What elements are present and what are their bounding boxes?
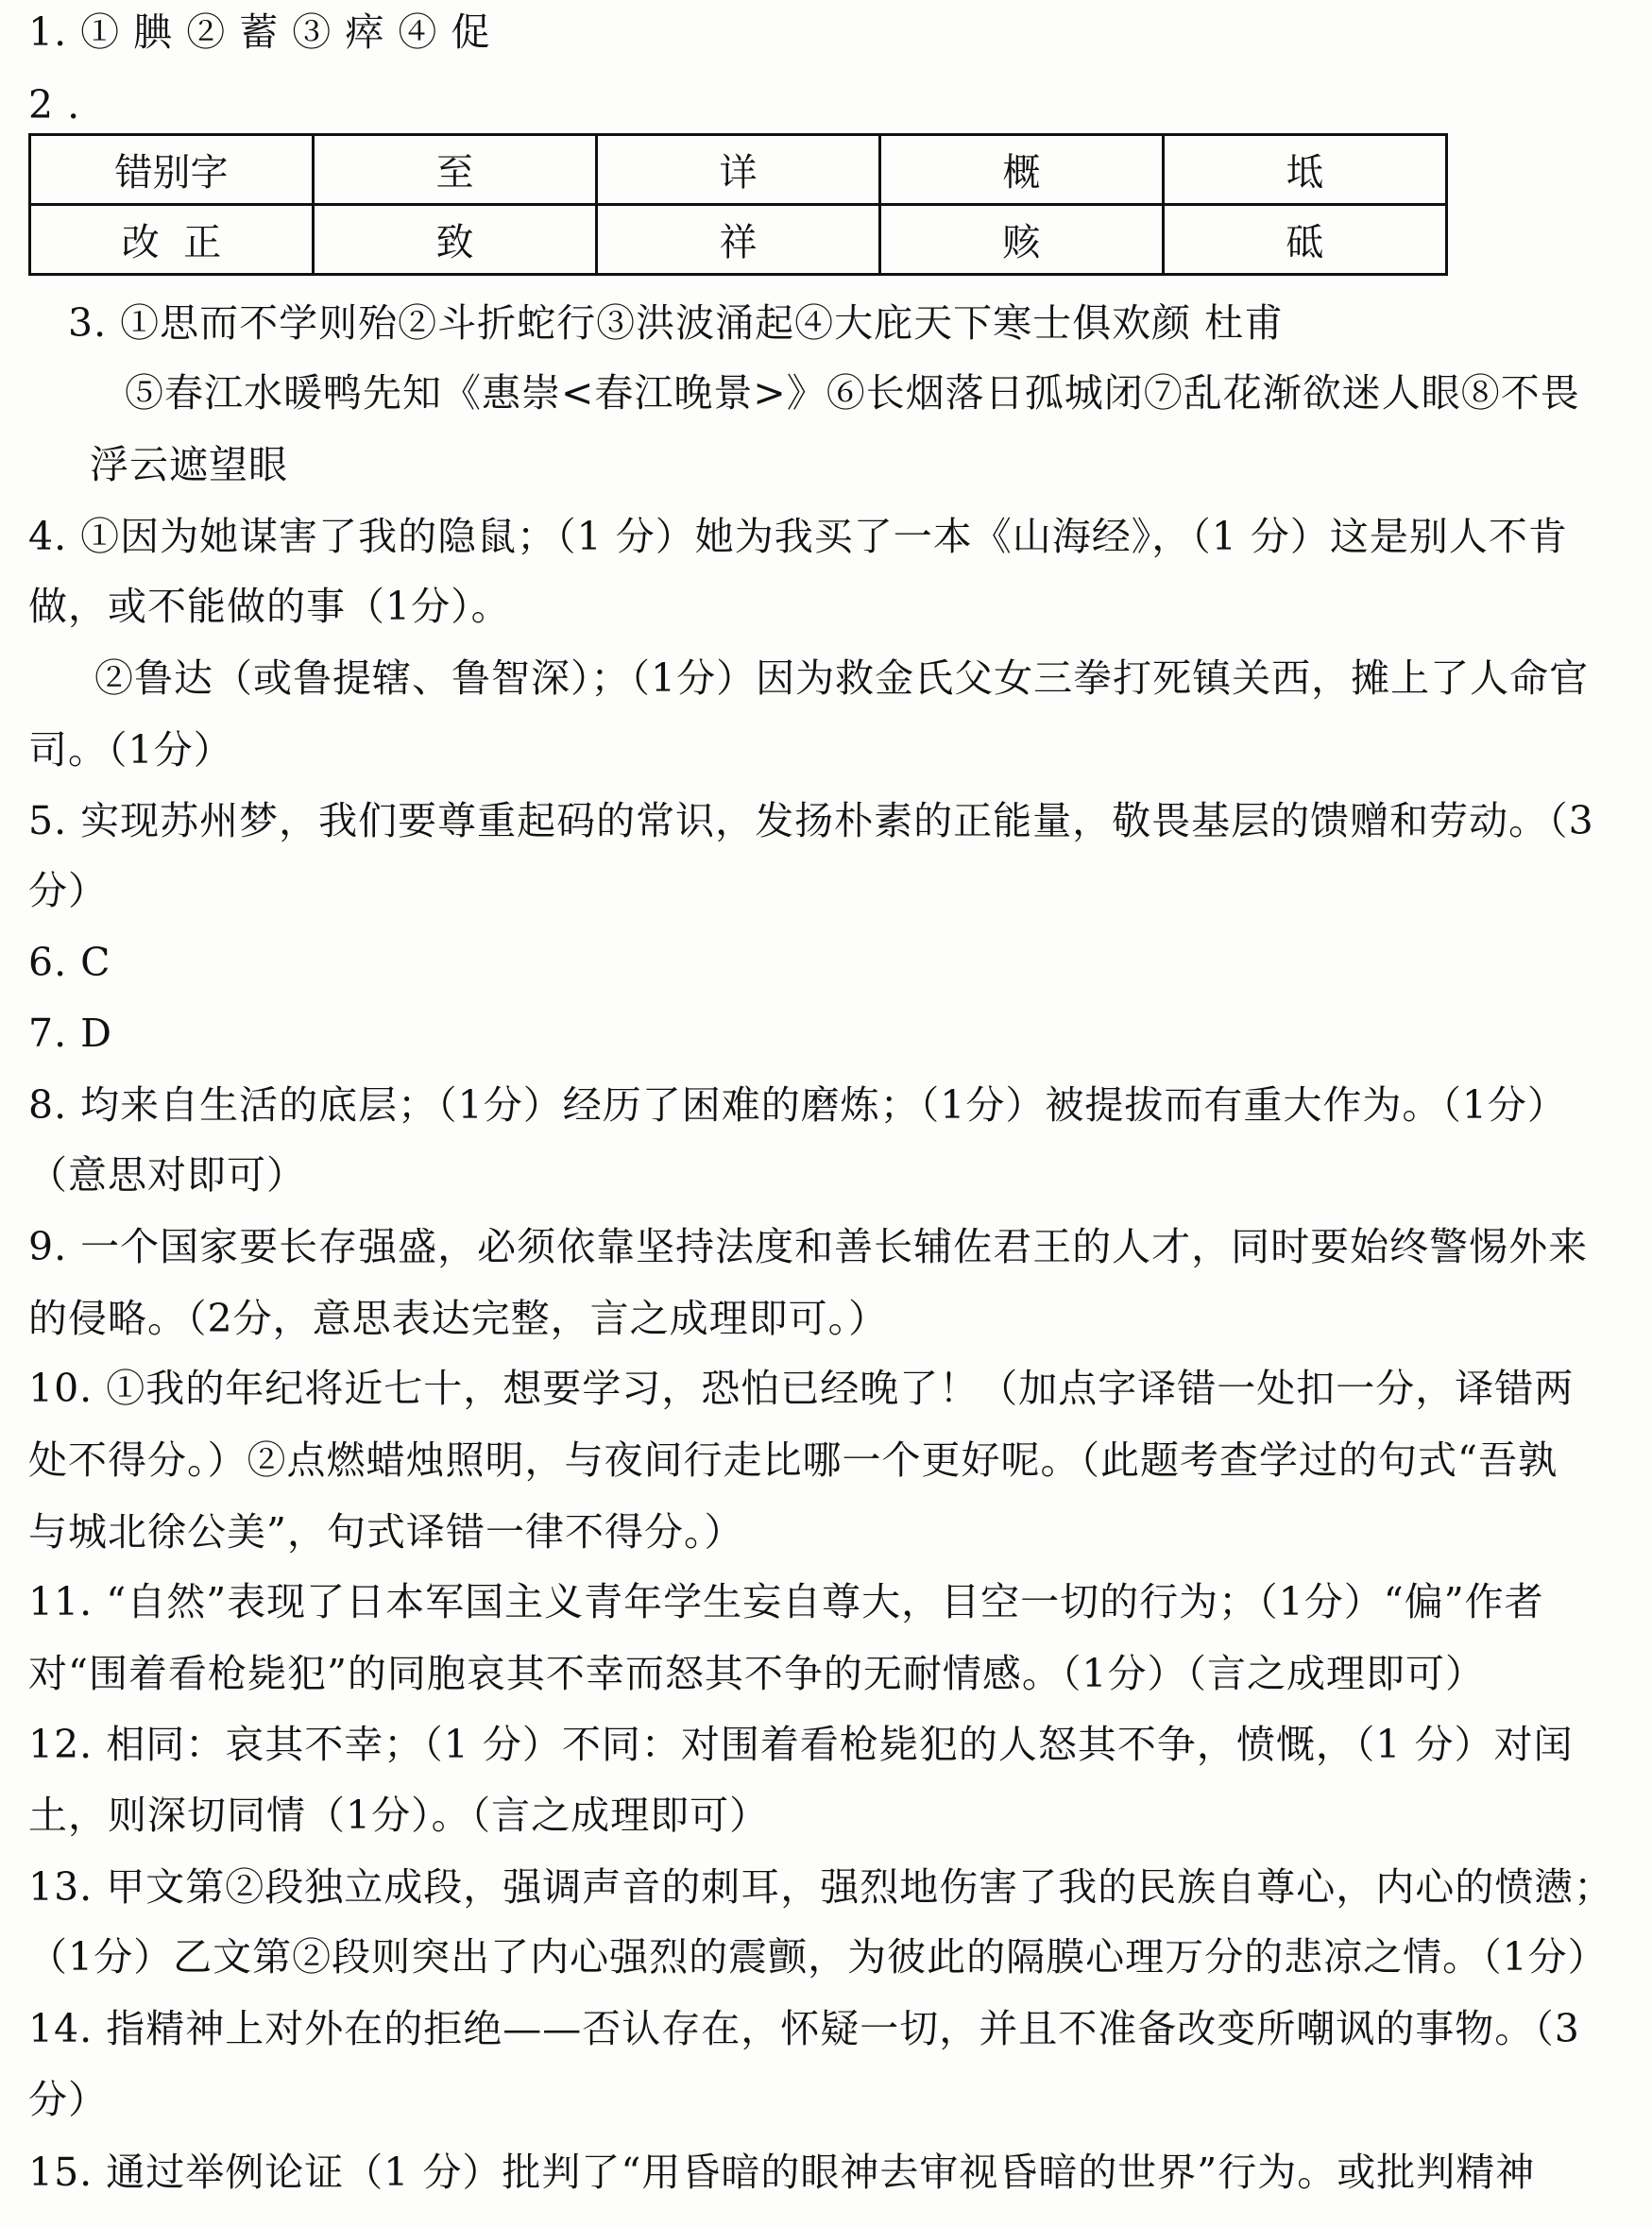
answer-4-line-2: 做，或不能做的事（1分）。 bbox=[28, 584, 511, 629]
answer-3-line-1: 3. ①思而不学则殆②斗折蛇行③洪波涌起④大庇天下寒士俱欢颜 杜甫 bbox=[68, 300, 1285, 346]
table-cell: 坻 bbox=[1164, 135, 1447, 205]
answer-13-line-2: （1分）乙文第②段则突出了内心强烈的震颤，为彼此的隔膜心理万分的悲凉之情。（1分） bbox=[28, 1934, 1608, 1980]
answer-14-line-2: 分） bbox=[28, 2077, 108, 2122]
answer-13-line-1: 13. 甲文第②段独立成段，强调声音的刺耳，强烈地伤害了我的民族自尊心，内心的愤懑； bbox=[28, 1864, 1614, 1910]
answer-11-line-1: 11. “自然”表现了日本军国主义青年学生妄自尊大，目空一切的行为；（1分）“偏”作者 bbox=[28, 1579, 1544, 1624]
answer-3-line-3: 浮云遮望眼 bbox=[90, 442, 288, 487]
table-cell: 错别字 bbox=[30, 135, 314, 205]
table-cell: 祥 bbox=[597, 205, 880, 275]
answer-3-line-2: ⑤春江水暖鸭先知《惠崇<春江晚景>》⑥长烟落日孤城闭⑦乱花渐欲迷人眼⑧不畏 bbox=[125, 370, 1580, 416]
correction-table bbox=[28, 133, 1448, 276]
table-row bbox=[30, 135, 1447, 205]
answer-10-line-3: 与城北徐公美”，句式译错一律不得分。） bbox=[28, 1509, 744, 1555]
answer-4-line-4: 司。（1分） bbox=[28, 727, 233, 773]
answer-4-line-1: 4. ①因为她谋害了我的隐鼠；（1 分）她为我买了一本《山海经》，（1 分）这是别人不肯 bbox=[28, 514, 1568, 559]
answer-2-label: 2 . bbox=[28, 82, 81, 128]
answer-1: 1. ① 腆 ② 蓄 ③ 瘁 ④ 促 bbox=[28, 9, 491, 55]
answer-9-line-2: 的侵略。（2分，意思表达完整，言之成理即可。） bbox=[28, 1296, 889, 1341]
answer-12-line-1: 12. 相同：哀其不幸；（1 分）不同：对围着看枪毙犯的人怒其不争，愤慨，（1 分）对闰 bbox=[28, 1722, 1574, 1767]
table-cell: 致 bbox=[314, 205, 597, 275]
table-cell: 详 bbox=[597, 135, 880, 205]
answer-15-line-1: 15. 通过举例论证（1 分）批判了“用昏暗的眼神去审视昏暗的世界”行为。或批判精神 bbox=[28, 2150, 1536, 2195]
table-row bbox=[30, 205, 1447, 275]
answer-4-line-3: ②鲁达（或鲁提辖、鲁智深）；（1分）因为救金氏父女三拳打死镇关西，摊上了人命官 bbox=[94, 655, 1590, 701]
answer-7: 7. D bbox=[28, 1011, 113, 1056]
table-cell: 赅 bbox=[880, 205, 1164, 275]
table-cell: 概 bbox=[880, 135, 1164, 205]
answer-10-line-2: 处不得分。）②点燃蜡烛照明，与夜间行走比哪一个更好呢。（此题考查学过的句式“吾孰 bbox=[28, 1437, 1558, 1483]
answer-6: 6. C bbox=[28, 940, 111, 985]
table-cell: 至 bbox=[314, 135, 597, 205]
answer-5-line-2: 分） bbox=[28, 868, 108, 913]
answer-9-line-1: 9. 一个国家要长存强盛，必须依靠坚持法度和善长辅佐君王的人才，同时要始终警惕外来 bbox=[28, 1224, 1589, 1269]
answer-14-line-1: 14. 指精神上对外在的拒绝——否认存在，怀疑一切，并且不准备改变所嘲讽的事物。（3 bbox=[28, 2006, 1580, 2051]
answer-8-line-1: 8. 均来自生活的底层；（1分）经历了困难的磨炼；（1分）被提拔而有重大作为。（1分） bbox=[28, 1082, 1567, 1128]
answer-5-line-1: 5. 实现苏州梦，我们要尊重起码的常识，发扬朴素的正能量，敬畏基层的馈赠和劳动。（3 bbox=[28, 798, 1594, 843]
answer-12-line-2: 土，则深切同情（1分）。（言之成理即可） bbox=[28, 1793, 770, 1838]
answer-8-line-2: （意思对即可） bbox=[28, 1152, 306, 1198]
table-cell: 改 正 bbox=[30, 205, 314, 275]
answer-11-line-2: 对“围着看枪毙犯”的同胞哀其不幸而怒其不争的无耐情感。（1分）（言之成理即可） bbox=[28, 1651, 1486, 1696]
answer-10-line-1: 10. ①我的年纪将近七十，想要学习，恐怕已经晚了！（加点字译错一处扣一分，译错两 bbox=[28, 1366, 1575, 1411]
table-cell: 砥 bbox=[1164, 205, 1447, 275]
